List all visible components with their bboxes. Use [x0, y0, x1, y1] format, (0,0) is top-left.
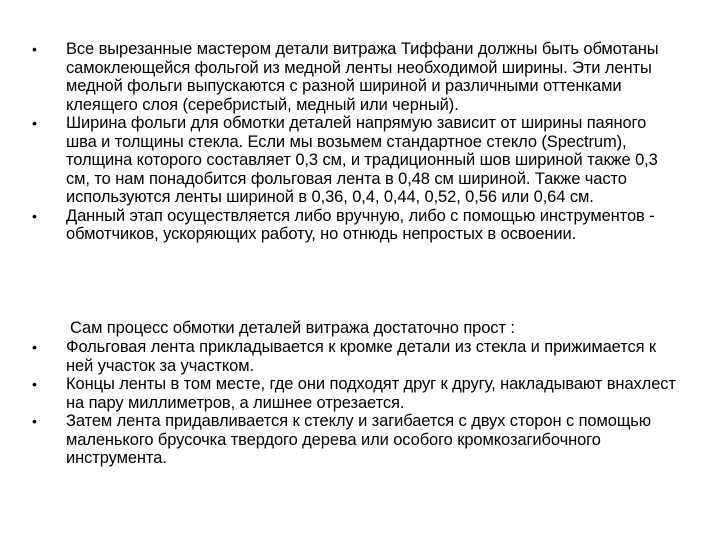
- bullet-icon: •: [32, 41, 37, 57]
- bullet-icon: •: [32, 339, 37, 355]
- bottom-bullet-list: [0, 338, 720, 468]
- list-item-text: Ширина фольги для обмотки деталей напрямую зависит от ширины паяного шва и толщины стекла. Если мы возьмем стандартное стекло (Spectrum), толщина которого составляет 0,3 см, и традиционный шов шириной также 0,3 см, то нам понадобится фольговая лента в 0,48 см шириной. Также часто используются ленты шириной в 0,36, 0,4, 0,44, 0,52, 0,56 или 0,64 см.: [66, 114, 658, 206]
- list-item: [0, 338, 720, 375]
- list-item-text: Фольговая лента прикладывается к кромке детали из стекла и прижимается к ней участок за участком.: [66, 338, 657, 375]
- list-item-text: Концы ленты в том месте, где они подходят друг к другу, накладывают внахлест на пару миллиметров, а лишнее отрезается.: [66, 375, 676, 412]
- list-item: [0, 375, 720, 412]
- list-item-text: Затем лента придавливается к стеклу и загибается с двух сторон с помощью маленького брусочка твердого дерева или особого кромкозагибочного инструмента.: [66, 412, 652, 467]
- bullet-icon: •: [32, 413, 37, 429]
- list-item: [0, 412, 720, 468]
- list-item: [0, 207, 720, 244]
- bullet-icon: •: [32, 376, 37, 392]
- list-item-text: Все вырезанные мастером детали витража Тиффани должны быть обмотаны самоклеющейся фольгой из медной ленты необходимой ширины. Эти ленты медной фольги выпускаются с разной шириной и различными оттенками клеящего слоя (серебристый, медный или черный).: [66, 40, 659, 114]
- section-lead-text: Сам процесс обмотки деталей витража достаточно прост :: [70, 319, 515, 337]
- bullet-icon: •: [32, 115, 37, 131]
- list-item-text: Данный этап осуществляется либо вручную, либо с помощью инструментов - обмотчиков, ускоряющих работу, но отнюдь непростых в освоении.: [66, 206, 655, 243]
- bullet-icon: •: [32, 207, 37, 224]
- list-item: [0, 40, 720, 114]
- list-item: [0, 114, 720, 207]
- top-bullet-list: [0, 40, 720, 244]
